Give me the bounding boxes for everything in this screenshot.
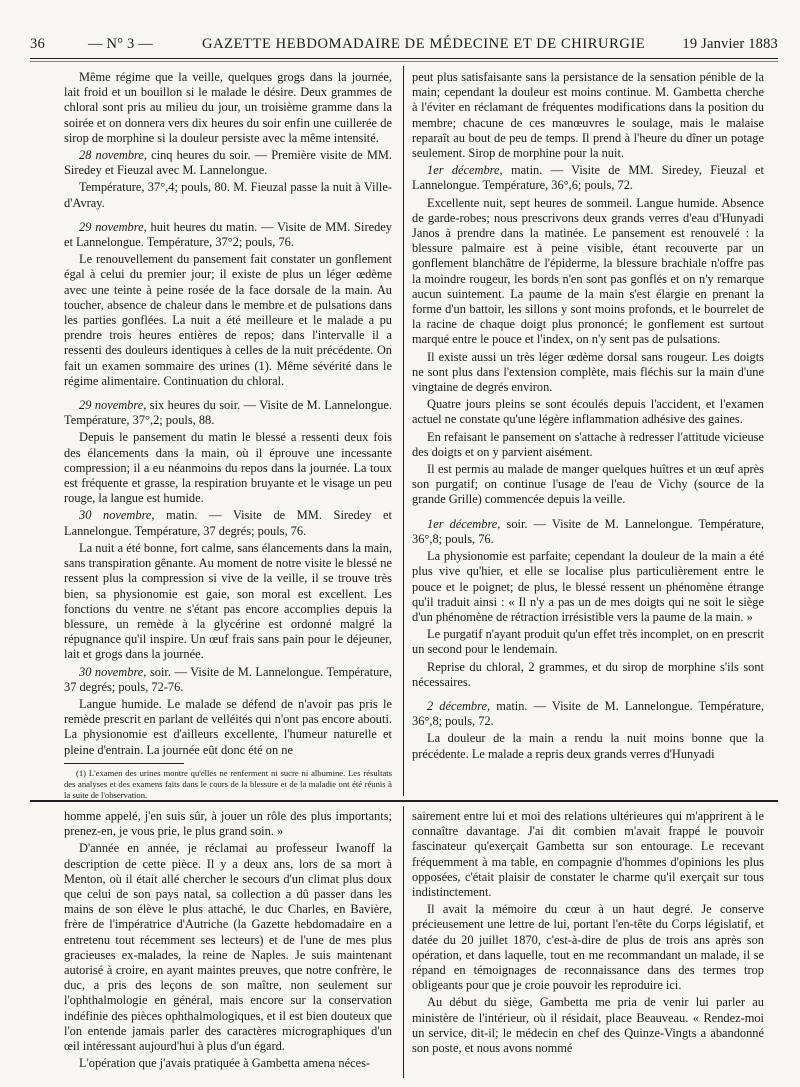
paragraph [412, 627, 764, 657]
paragraph-text: homme appelé, j'en suis sûr, à jouer un rôle des plus importants; prenez-en, je vous prie, le plus grand soin. » [64, 809, 392, 839]
paragraph-text: matin. — Visite de M. Lannelongue. Température, 36°,8; pouls, 72. [412, 698, 764, 729]
paragraph-text: soir. — Visite de M. Lannelongue. Température, 37 degrés; pouls, 72-76. [64, 664, 392, 694]
paragraph [64, 665, 392, 695]
footnote [64, 768, 392, 801]
paragraph [64, 809, 392, 839]
paragraph [64, 541, 392, 663]
paragraph-text: Température, 37°,4; pouls, 80. M. Fieuzal passe la nuit à Ville-d'Avray. [64, 180, 392, 210]
paragraph-text: Même régime que la veille, quelques grogs dans la journée, lait froid et un bouillon si le malade le désire. Deux grammes de chloral sont pris au milieu du jour, un troisième gramme dans la soirée et on donnera vers dix heures du soir enfin une cuillerée de sirop de morphine si la douleur persiste avec la même intensité. [64, 70, 392, 145]
paragraph-text: D'année en année, je réclamai au professeur Iwanoff la description de cette pièce. Il y a deux ans, lors de sa mort à Menton, où il était allé chercher le secours d'un climat plus doux que celui de son pays natal, sa collection a dû passer dans les mains de son élève le plus attaché, le duc Charles, en Bavière, frère de l'impératrice d'Autriche (la Gazette hebdomadaire en a entretenu tout récemment ses lecteurs) et de l'une de mes plus gracieuses ex-malades, la reine de Naples. Je suis maintenant autorisé à croire, en ayant maintes preuves, que notre confrère, le duc, a pris des leçons de son maître, non seulement sur l'ophthalmologie en général, mais encore sur la conservation indéfinie des pièces ophthalmologiques, et il est bien douteux que l'on entende jamais parler des caractères micrographiques d'un œil intéressant aujourd'hui à plus d'un égard. [64, 841, 392, 1054]
entry-date: 2 décembre, [427, 698, 491, 713]
journal-title: GAZETTE HEBDOMADAIRE DE MÉDECINE ET DE CHIRURGIE [202, 36, 646, 52]
paragraph [412, 350, 764, 396]
paragraph [412, 660, 764, 690]
paragraph [412, 699, 764, 729]
column-divider-lower [403, 806, 404, 1078]
paragraph-text: En refaisant le pansement on s'attache à redresser l'attitude vicieuse des doigts et on y parvient aisément. [412, 429, 764, 459]
footnote-rule [64, 763, 184, 764]
paragraph [412, 196, 764, 348]
paragraph-text: cinq heures du soir. — Première visite de MM. Siredey et Fieuzal avec M. Lannelongue. [64, 148, 392, 178]
section-rule [30, 800, 778, 802]
paragraph [64, 508, 392, 538]
paragraph [412, 517, 764, 547]
paragraph-text: Excellente nuit, sept heures de sommeil. Langue humide. Absence de garde-robes; nous prescrivons deux grands verres d'eau d'Hunyadi Janos à prendre dans la matinée. Le pansement est renouvelé : la blessure palmaire est à peine visible, étant recouverte par un gonflement blanchâtre de l'épiderme, la blessure brachiale n'offre pas la moindre rougeur, les bords n'en sont pas gonflés et on n'y remarque aucun suintement. La paume de la main s'est élargie en prenant la forme d'un battoir, les sillons y sont moins profonds, et le bourrelet de la racine de chaque doigt plus prononcé; le gonflement est surtout marqué entre le pouce et l'index, on n'y sent pas de pulsations. [412, 195, 764, 347]
header-rule [30, 58, 778, 59]
paragraph [412, 809, 764, 900]
entry-date: 28 novembre, [79, 148, 148, 163]
entry-date: 29 novembre, [79, 398, 147, 413]
paragraph [412, 462, 764, 508]
entry-date: 1er décembre, [427, 516, 501, 531]
paragraph [412, 430, 764, 460]
paragraph [64, 148, 392, 178]
paragraph-text: matin. — Visite de MM. Siredey, Fieuzal et Lannelongue. Température, 36°,6; pouls, 72. [412, 163, 764, 193]
paragraph-text: La nuit a été bonne, fort calme, sans élancements dans la main, sans transpiration gênante. Au moment de notre visite le blessé ne ressent plus la compression si vive de la veille, il se trouve très bien, sa physionomie est gaie, son moral est excellent. Les fonctions du ventre ne s'étant pas encore accomplies depuis la blessure, un remède à la glycérine est ordonné malgré la répugnance qu'il inspire. Un œuf frais sans pain pour le déjeuner, lait et grogs dans la journée. [64, 540, 392, 662]
paragraph-text: Quatre jours pleins se sont écoulés depuis l'accident, et l'examen actuel ne constate qu'une légère inflammation adhésive des gaines. [412, 397, 764, 427]
paragraph [64, 841, 392, 1054]
issue-date: 19 Janvier 1883 [682, 36, 778, 52]
paragraph [412, 70, 764, 161]
paragraph [64, 70, 392, 146]
entry-date: 1er décembre, [427, 163, 503, 178]
paragraph-text: sairement entre lui et moi des relations ultérieures qui m'apprirent à le connaître davantage. J'ai dit combien m'avait frappé le pouvoir fascinateur qu'exerçait Gambetta sur son entourage. Le recevant fréquemment à ma table, en compagnie d'hommes d'opinions les plus opposées, c'était plaisir de constater le charme qu'il exerçait sur tous indistinctement. [412, 809, 764, 900]
column-divider-upper [403, 66, 404, 796]
paragraph-text: six heures du soir. — Visite de M. Lannelongue. Température, 37°,2; pouls, 88. [64, 398, 392, 428]
paragraph [64, 697, 392, 758]
upper-left-column [64, 70, 392, 760]
paragraph [64, 252, 392, 389]
paragraph [412, 163, 764, 193]
paragraph-text: Il avait la mémoire du cœur à un haut degré. Je conserve précieusement une lettre de lui, portant l'en-tête du Corps législatif, et datée du 20 juillet 1870, c'est-à-dire de plus de trois ans après son opération, et dans laquelle, tout en me recommandant un malade, il se répand en témoignages de reconnaissance dans des termes trop obligeants pour que je croie pouvoir les reproduire ici. [412, 902, 764, 993]
paragraph-text: Le renouvellement du pansement fait constater un gonflement égal à celui du premier jour; il existe de plus un léger œdème avec une teinte à peine rosée de la face dorsale de la main. Au toucher, absence de chaleur dans le membre et de pulsations dans les parties gonflées. La nuit a été meilleure et le malade a pu prendre trois heures entières de repos; dans l'intervalle il a ressenti des douleurs identiques à celles de la nuit précédente. On fait un examen sommaire des urines (1). Même sévérité dans le régime alimentaire. Continuation du chloral. [64, 252, 392, 388]
paragraph [64, 220, 392, 250]
page-header [30, 36, 778, 56]
paragraph-text: matin. — Visite de MM. Siredey et Lannelongue. Température, 37 degrés; pouls, 76. [64, 508, 392, 538]
page-number: 36 [30, 36, 45, 52]
paragraph [64, 398, 392, 428]
paragraph-text: La physionomie est parfaite; cependant la douleur de la main a été plus vive qu'hier, et elle se localise plus particulièrement entre le pouce et le poignet; de plus, le blessé ressent un phénomène étrange qu'il traduit ainsi : « Il n'y a pas un de mes doigts qui ne soit le siège d'un phénomène de rétraction irrésistible vers la paume de la main. » [412, 549, 764, 624]
entry-date: 29 novembre, [79, 219, 147, 234]
upper-right-column [412, 70, 764, 798]
paragraph-text: huit heures du matin. — Visite de MM. Siredey et Lannelongue. Température, 37°2; pouls, 76. [64, 219, 392, 250]
lower-left-column [64, 809, 392, 1081]
header-rule-thin [30, 61, 778, 62]
paragraph-text: peut plus satisfaisante sans la persistance de la sensation pénible de la main; cependant la douleur est moins continue. M. Gambetta cherche à l'éviter en réclamant de fréquentes modifications dans la position du membre; chacune de ces manœuvres le soulage, mais le malaise reparaît au bout de peu de temps. Il prend à l'heure du dîner un potage seulement. Sirop de morphine pour la nuit. [412, 70, 764, 161]
issue-number: — N° 3 — [88, 36, 153, 52]
paragraph-text: Il est permis au malade de manger quelques huîtres et un œuf après son purgatif; on continue l'usage de l'eau de Vichy (source de la grande Grille) commencée depuis la veille. [412, 462, 764, 507]
footnote-text: (1) L'examen des urines montre qu'elles ne renferment ni sucre ni albumine. Les résultats des analyses et des examens faits dans le cours de la blessure et de la maladie ont été réunis à la suite de l'observation. [64, 768, 392, 800]
paragraph-text: Depuis le pansement du matin le blessé a ressenti deux fois des élancements dans la main, où il éprouve une incessante compression; il a eu néanmoins du repos dans la journée. La toux est fréquente et grasse, la respiration bruyante et le visage un peu rouge, la langue est humide. [64, 430, 392, 506]
paragraph [412, 397, 764, 427]
paragraph [64, 180, 392, 210]
paragraph-text: Au début du siège, Gambetta me pria de venir lui parler au ministère de l'intérieur, où il résidait, place Beauveau. « Rendez-moi un service, dit-il; le médecin en chef des Quinze-Vingts a abandonné son poste, et nous avons nommé [412, 995, 764, 1056]
entry-date: 30 novembre, [79, 508, 155, 523]
paragraph [412, 995, 764, 1056]
paragraph [412, 902, 764, 993]
lower-right-column [412, 809, 764, 1081]
paragraph-text: soir. — Visite de M. Lannelongue. Température, 36°,8; pouls, 76. [412, 516, 764, 546]
paragraph-text: La douleur de la main a rendu la nuit moins bonne que la précédente. Le malade a repris deux grands verres d'Hunyadi [412, 731, 764, 761]
paragraph [64, 1056, 392, 1071]
paragraph-text: Reprise du chloral, 2 grammes, et du sirop de morphine s'ils sont nécessaires. [412, 659, 764, 689]
paragraph [412, 731, 764, 761]
paragraph-text: L'opération que j'avais pratiquée à Gambetta amena néces- [79, 1056, 371, 1071]
paragraph-text: Il existe aussi un très léger œdème dorsal sans rougeur. Les doigts ne sont plus dans l'extension complète, mais fléchis sur la main d'une vingtaine de degrés environ. [412, 349, 764, 395]
paragraph [64, 430, 392, 506]
entry-date: 30 novembre, [79, 664, 147, 679]
paragraph-text: Langue humide. Le malade se défend de n'avoir pas pris le remède prescrit en parlant de velléités qui n'ont pas encore abouti. La physionomie est d'ailleurs excellente, l'humeur naturelle et pleine d'entrain. La journée eût donc été on ne [64, 696, 392, 757]
paragraph-text: Le purgatif n'ayant produit qu'un effet très incomplet, on en prescrit un second pour le lendemain. [412, 627, 764, 657]
paragraph [412, 549, 764, 625]
